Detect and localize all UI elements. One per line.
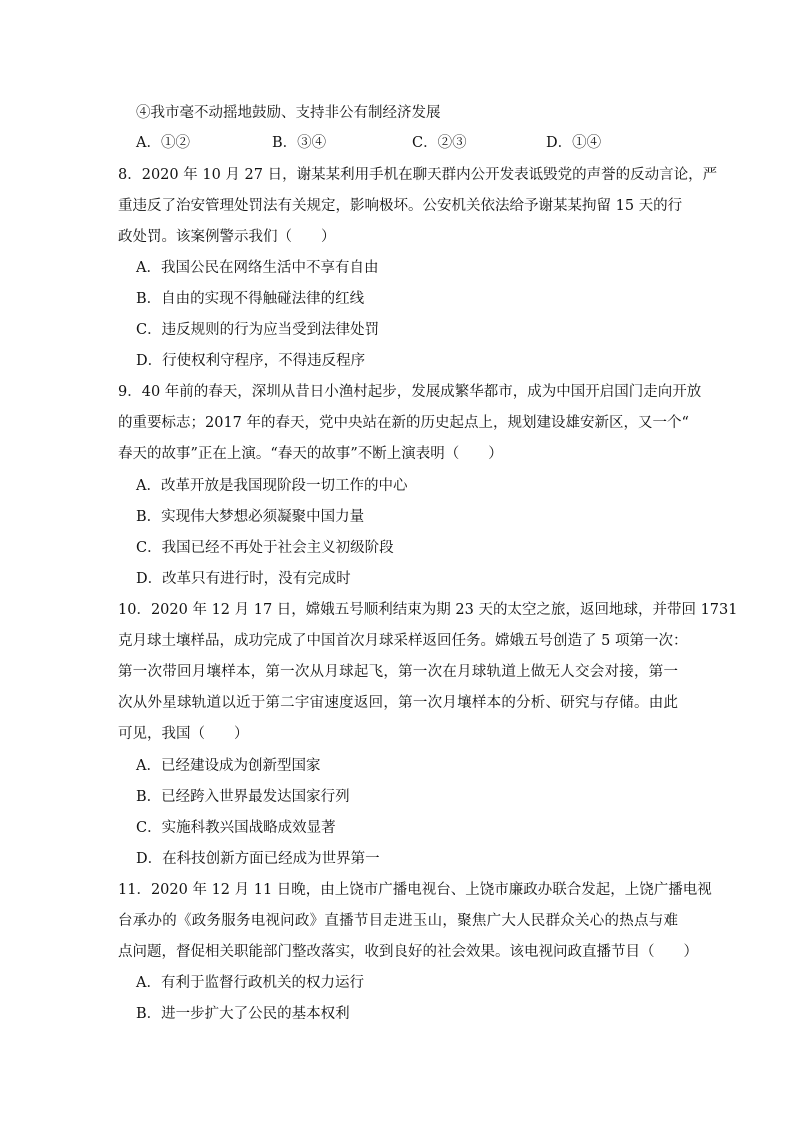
q8-stem-line-1: 8．2020 年 10 月 27 日，谢某某利用手机在聊天群内公开发表诋毁党的声誉的反动言论，严 xyxy=(118,167,718,183)
q9-stem-line-2: 的重要标志；2017 年的春天，党中央站在新的历史起点上，规划建设雄安新区，又一个“ xyxy=(118,415,689,431)
q7-option-d[interactable]: D．①④ xyxy=(546,135,602,151)
q10-stem-line-4: 次从外星球轨道以近于第二宇宙速度返回，第一次月壤样本的分析、研究与存储。由此 xyxy=(118,695,678,711)
q7-option-a[interactable]: A．①② xyxy=(136,135,190,151)
q7-option-b[interactable]: B．③④ xyxy=(272,135,327,151)
q11-option-b[interactable]: B．进一步扩大了公民的基本权利 xyxy=(136,1006,350,1022)
q10-stem-line-2: 克月球土壤样品，成功完成了中国首次月球采样返回任务。嫦娥五号创造了 5 项第一次： xyxy=(118,633,688,649)
q8-option-a[interactable]: A．我国公民在网络生活中不享有自由 xyxy=(136,260,379,276)
q11-stem-line-3: 点问题，督促相关职能部门整改落实，收到良好的社会效果。该电视问政直播节目（ ） xyxy=(118,944,698,960)
q10-option-a[interactable]: A．已经建设成为创新型国家 xyxy=(136,758,321,774)
q7-options xyxy=(136,133,676,153)
q9-option-b[interactable]: B．实现伟大梦想必须凝聚中国力量 xyxy=(136,509,365,525)
q9-option-a[interactable]: A．改革开放是我国现阶段一切工作的中心 xyxy=(136,478,408,494)
q8-option-c[interactable]: C．违反规则的行为应当受到法律处罚 xyxy=(136,322,380,338)
q10-stem-line-5: 可见，我国（ ） xyxy=(118,726,249,742)
q10-stem-line-1: 10．2020 年 12 月 17 日，嫦娥五号顺利结束为期 23 天的太空之旅，返回地球，并带回 1731 xyxy=(118,602,738,618)
q8-stem-line-3: 政处罚。该案例警示我们（ ） xyxy=(118,229,336,245)
q9-option-d[interactable]: D．改革只有进行时，没有完成时 xyxy=(136,571,351,587)
q11-stem-line-1: 11．2020 年 12 月 11 日晚，由上饶市广播电视台、上饶市廉政办联合发起，上饶广播电视 xyxy=(118,882,712,898)
q8-option-b[interactable]: B．自由的实现不得触碰法律的红线 xyxy=(136,291,365,307)
q10-option-b[interactable]: B．已经跨入世界最发达国家行列 xyxy=(136,789,350,805)
q8-stem-line-2: 重违反了治安管理处罚法有关规定，影响极坏。公安机关依法给予谢某某拘留 15 天的行 xyxy=(118,198,683,214)
q9-stem-line-3: 春天的故事”正在上演。“春天的故事”不断上演表明（ ） xyxy=(118,446,503,462)
q11-option-a[interactable]: A．有利于监督行政机关的权力运行 xyxy=(136,975,364,991)
q9-option-c[interactable]: C．我国已经不再处于社会主义初级阶段 xyxy=(136,540,394,556)
q9-stem-line-1: 9．40 年前的春天，深圳从昔日小渔村起步，发展成繁华都市，成为中国开启国门走向开放 xyxy=(118,384,702,400)
q7-option-c[interactable]: C．②③ xyxy=(412,135,467,151)
q11-stem-line-2: 台承办的《政务服务电视问政》直播节目走进玉山，聚焦广大人民群众关心的热点与难 xyxy=(118,913,678,929)
q10-option-c[interactable]: C．实施科教兴国战略成效显著 xyxy=(136,820,336,836)
q7-statement-4: ④我市毫不动摇地鼓励、支持非公有制经济发展 xyxy=(136,105,441,121)
q10-stem-line-3: 第一次带回月壤样本，第一次从月球起飞，第一次在月球轨道上做无人交会对接，第一 xyxy=(118,664,678,680)
q8-option-d[interactable]: D．行使权利守程序，不得违反程序 xyxy=(136,353,366,369)
q10-option-d[interactable]: D．在科技创新方面已经成为世界第一 xyxy=(136,851,380,867)
